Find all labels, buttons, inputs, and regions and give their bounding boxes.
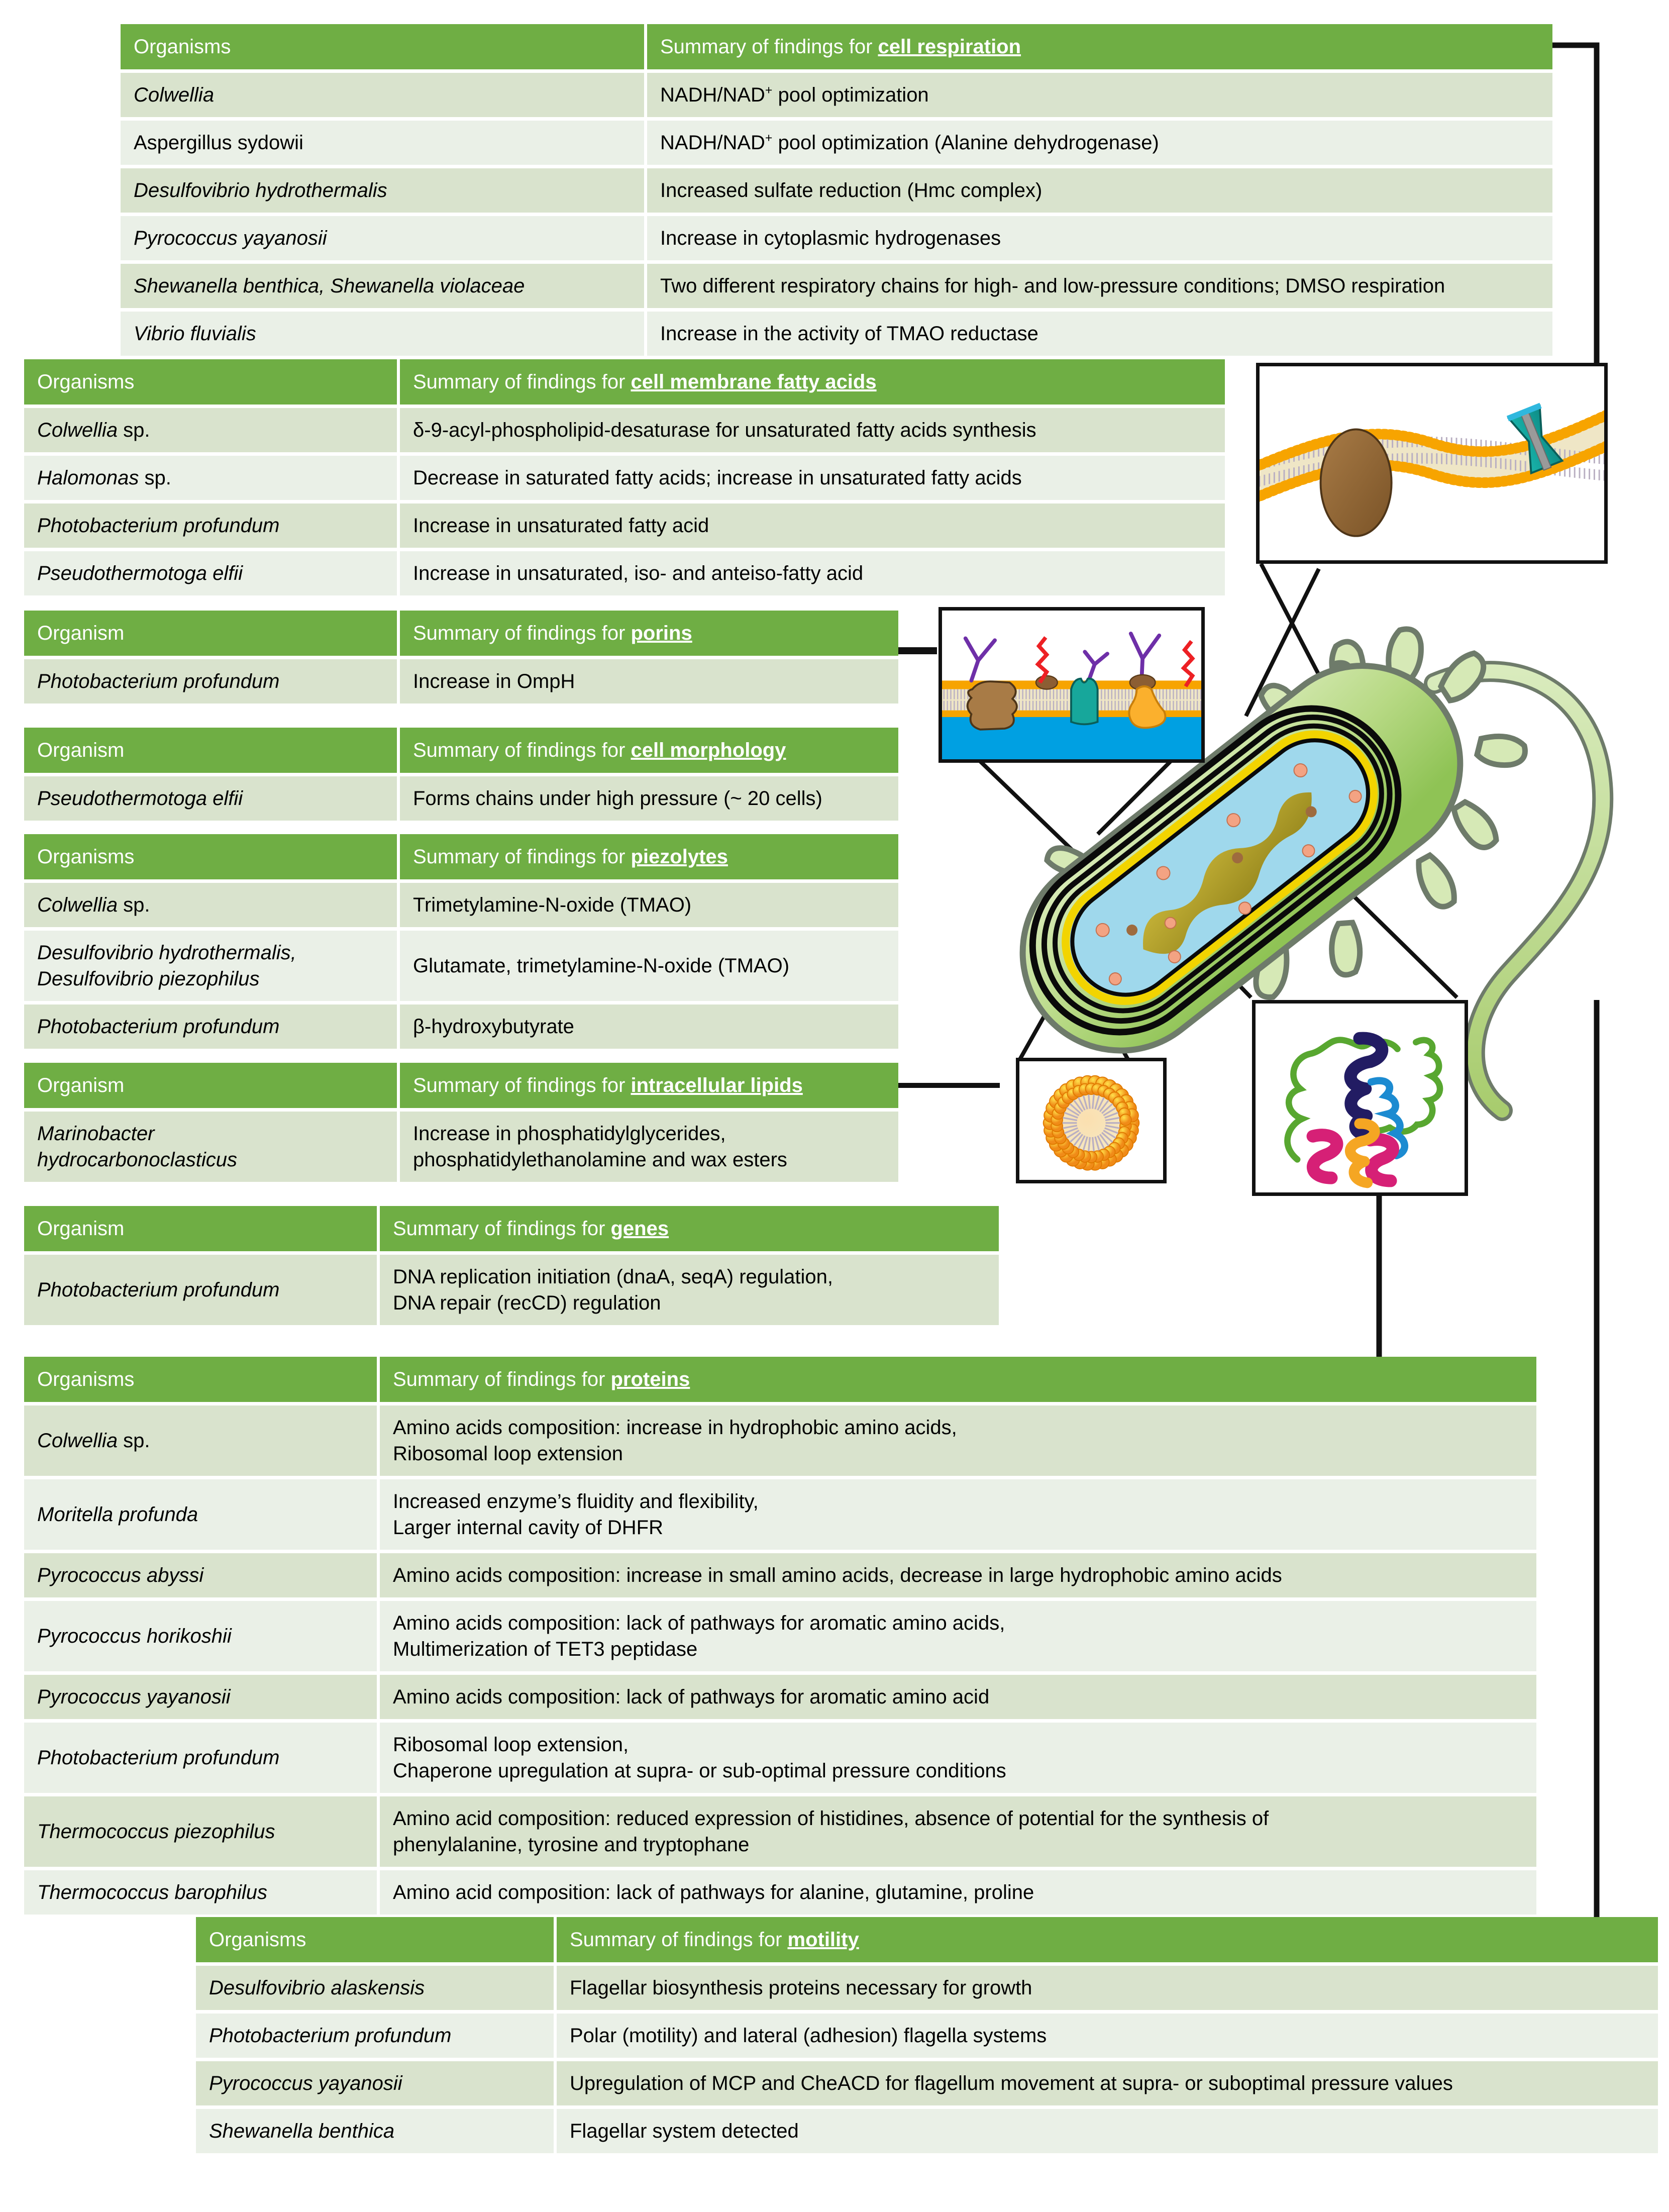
cell-finding: Increase in unsaturated, iso- and anteiso-fatty acid (400, 551, 1225, 599)
cell-organism: Desulfovibrio alaskensis (196, 1966, 557, 2014)
table-header-row (24, 1063, 898, 1112)
column-header-organisms: Organisms (24, 834, 400, 883)
intracellular-lipid-inset (1016, 1058, 1167, 1183)
findings-prefix: Summary of findings for (393, 1218, 611, 1240)
cell-finding: Amino acids composition: increase in hydrophobic amino acids, Ribosomal loop extension (380, 1405, 1536, 1479)
porins-inset (938, 607, 1205, 763)
table-motility (196, 1917, 1658, 2157)
table-row (24, 1255, 999, 1329)
organism-italic: Colwellia (37, 1430, 118, 1452)
cell-organism (24, 1405, 380, 1479)
cell-finding: Two different respiratory chains for high- and low-pressure conditions; DMSO respiration (647, 264, 1552, 312)
table-row (24, 883, 898, 931)
cell-finding: Amino acids composition: lack of pathways for aromatic amino acid (380, 1675, 1536, 1723)
table-header-row (24, 1206, 999, 1255)
cell-organism: Photobacterium profundum (24, 659, 400, 707)
column-header-organism: Organism (24, 1063, 400, 1112)
organism-plain: sp. (118, 419, 150, 441)
cell-finding: Increase in the activity of TMAO reductase (647, 312, 1552, 359)
table-row (196, 2014, 1658, 2061)
table-row (121, 216, 1552, 264)
cell-organism: Photobacterium profundum (196, 2014, 557, 2061)
table-row (196, 1966, 1658, 2014)
table-porins (24, 611, 898, 707)
column-header-findings (380, 1206, 999, 1255)
organism-italic: Colwellia (37, 894, 118, 916)
table-row (121, 168, 1552, 216)
table-header-row (24, 611, 898, 659)
topic-keyword-cell-membrane-fatty-acids: cell membrane fatty acids (631, 371, 877, 393)
cell-finding: Increased sulfate reduction (Hmc complex) (647, 168, 1552, 216)
cell-organism: Aspergillus sydowii (121, 121, 647, 168)
cell-organism: Pyrococcus yayanosii (121, 216, 647, 264)
table-row (24, 1723, 1536, 1796)
cell-finding: Polar (motility) and lateral (adhesion) flagella systems (557, 2014, 1658, 2061)
proteins-inset (1252, 1000, 1468, 1196)
table-row (121, 121, 1552, 168)
cell-organism: Photobacterium profundum (24, 1004, 400, 1052)
table-header-row (24, 359, 1225, 408)
findings-prefix: Summary of findings for (660, 36, 878, 58)
table-row (24, 1870, 1536, 1918)
cell-finding: Decrease in saturated fatty acids; increase in unsaturated fatty acids (400, 456, 1225, 504)
cell-finding: Ribosomal loop extension, Chaperone upregulation at supra- or sub-optimal pressure conditions (380, 1723, 1536, 1796)
findings-prefix: Summary of findings for (413, 739, 631, 761)
table-row (196, 2109, 1658, 2157)
table-proteins (24, 1357, 1536, 1918)
cell-finding: δ-9-acyl-phospholipid-desaturase for unsaturated fatty acids synthesis (400, 408, 1225, 456)
cell-finding: Increase in cytoplasmic hydrogenases (647, 216, 1552, 264)
table-intracellular-lipids (24, 1063, 898, 1185)
table-row (24, 776, 898, 824)
cell-organism: Pseudothermotoga elfii (24, 551, 400, 599)
column-header-findings (400, 611, 898, 659)
cell-organism: Pyrococcus yayanosii (196, 2061, 557, 2109)
cell-organism: Moritella profunda (24, 1479, 380, 1553)
table-row (24, 1675, 1536, 1723)
organism-italic: Colwellia (37, 419, 118, 441)
cell-organism: Pyrococcus yayanosii (24, 1675, 380, 1723)
findings-prefix: Summary of findings for (413, 846, 631, 868)
cell-finding: Glutamate, trimetylamine-N-oxide (TMAO) (400, 931, 898, 1004)
findings-prefix: Summary of findings for (413, 1074, 631, 1096)
table-row (24, 931, 898, 1004)
cell-finding: Increase in phosphatidylglycerides, phosphatidylethanolamine and wax esters (400, 1112, 898, 1185)
cell-finding: Amino acid composition: lack of pathways for alanine, glutamine, proline (380, 1870, 1536, 1918)
table-row (24, 659, 898, 707)
cell-organism: Thermococcus barophilus (24, 1870, 380, 1918)
table-header-row (121, 24, 1552, 73)
cell-finding: Amino acid composition: reduced expression of histidines, absence of potential for the synthesis of phenylalanine, tyrosine and tryptophane (380, 1796, 1536, 1870)
membrane-fatty-acids-inset (1256, 363, 1608, 564)
cell-finding: Upregulation of MCP and CheACD for flagellum movement at supra- or suboptimal pressure values (557, 2061, 1658, 2109)
table-cell-respiration (121, 24, 1552, 359)
table-genes (24, 1206, 999, 1329)
cell-finding: Increase in OmpH (400, 659, 898, 707)
cell-finding: NADH/NAD+ pool optimization (647, 73, 1552, 121)
cell-finding: Flagellar system detected (557, 2109, 1658, 2157)
cell-organism: Shewanella benthica (196, 2109, 557, 2157)
topic-keyword-cell-morphology: cell morphology (631, 739, 786, 761)
table-header-row (196, 1917, 1658, 1966)
cell-organism: Vibrio fluvialis (121, 312, 647, 359)
table-row (24, 1796, 1536, 1870)
column-header-organisms: Organisms (196, 1917, 557, 1966)
cell-organism: Photobacterium profundum (24, 1723, 380, 1796)
cell-organism: Pyrococcus abyssi (24, 1553, 380, 1601)
topic-keyword-genes: genes (610, 1218, 669, 1240)
cell-finding: Amino acids composition: increase in small amino acids, decrease in large hydrophobic amino acids (380, 1553, 1536, 1601)
column-header-findings (400, 359, 1225, 408)
topic-keyword-proteins: proteins (610, 1368, 690, 1390)
lipid-bilayer-diagram (1260, 366, 1604, 560)
findings-prefix: Summary of findings for (413, 622, 631, 644)
cell-organism: Desulfovibrio hydrothermalis (121, 168, 647, 216)
table-row (121, 312, 1552, 359)
cell-organism: Photobacterium profundum (24, 504, 400, 551)
table-header-row (24, 834, 898, 883)
column-header-findings (557, 1917, 1658, 1966)
protein-ribbon-structure-diagram (1256, 1003, 1465, 1192)
table-row (196, 2061, 1658, 2109)
column-header-organism: Organism (24, 1206, 380, 1255)
column-header-organisms: Organisms (24, 359, 400, 408)
organism-italic: Halomonas (37, 467, 139, 489)
table-row (24, 504, 1225, 551)
table-row (24, 1112, 898, 1185)
findings-prefix: Summary of findings for (570, 1929, 788, 1951)
column-header-findings (400, 834, 898, 883)
table-header-row (24, 1357, 1536, 1405)
outer-membrane-porins-diagram (942, 611, 1201, 759)
cell-finding: Flagellar biosynthesis proteins necessary for growth (557, 1966, 1658, 2014)
table-header-row (24, 728, 898, 776)
cell-organism (24, 883, 400, 931)
cell-organism: Shewanella benthica, Shewanella violaceae (121, 264, 647, 312)
topic-keyword-piezolytes: piezolytes (631, 846, 728, 868)
cell-finding: Increase in unsaturated fatty acid (400, 504, 1225, 551)
table-row (24, 1479, 1536, 1553)
cell-finding: Forms chains under high pressure (~ 20 cells) (400, 776, 898, 824)
column-header-organism: Organism (24, 728, 400, 776)
cell-organism: Photobacterium profundum (24, 1255, 380, 1329)
column-header-findings (400, 728, 898, 776)
cell-organism: Marinobacter hydrocarbonoclasticus (24, 1112, 400, 1185)
table-row (24, 408, 1225, 456)
table-row (121, 73, 1552, 121)
table-row (24, 1553, 1536, 1601)
table-row (121, 264, 1552, 312)
cell-finding: Increased enzyme’s fluidity and flexibility, Larger internal cavity of DHFR (380, 1479, 1536, 1553)
column-header-findings (400, 1063, 898, 1112)
table-row (24, 456, 1225, 504)
table-cell-membrane-fatty-acids (24, 359, 1225, 599)
findings-prefix: Summary of findings for (413, 371, 631, 393)
table-row (24, 1004, 898, 1052)
table-row (24, 1405, 1536, 1479)
cell-finding: β-hydroxybutyrate (400, 1004, 898, 1052)
cell-organism: Colwellia (121, 73, 647, 121)
cell-organism: Pyrococcus horikoshii (24, 1601, 380, 1675)
cell-finding: DNA replication initiation (dnaA, seqA) regulation, DNA repair (recCD) regulation (380, 1255, 999, 1329)
cell-organism: Desulfovibrio hydrothermalis, Desulfovibrio piezophilus (24, 931, 400, 1004)
table-piezolytes (24, 834, 898, 1052)
topic-keyword-motility: motility (787, 1929, 859, 1951)
cell-finding: Trimetylamine-N-oxide (TMAO) (400, 883, 898, 931)
cell-organism (24, 408, 400, 456)
table-cell-morphology (24, 728, 898, 824)
organism-plain: sp. (118, 894, 150, 916)
lipid-micelle-diagram (1019, 1061, 1163, 1180)
topic-keyword-porins: porins (631, 622, 692, 644)
column-header-findings (380, 1357, 1536, 1405)
column-header-organism: Organism (24, 611, 400, 659)
cell-organism: Thermococcus piezophilus (24, 1796, 380, 1870)
column-header-organisms: Organisms (24, 1357, 380, 1405)
column-header-organisms: Organisms (121, 24, 647, 73)
organism-plain: sp. (118, 1430, 150, 1452)
topic-keyword-intracellular-lipids: intracellular lipids (631, 1074, 803, 1096)
cell-finding: Amino acids composition: lack of pathways for aromatic amino acids, Multimerization of TET3 peptidase (380, 1601, 1536, 1675)
column-header-findings (647, 24, 1552, 73)
topic-keyword-cell-respiration: cell respiration (878, 36, 1021, 58)
findings-prefix: Summary of findings for (393, 1368, 611, 1390)
cell-organism: Pseudothermotoga elfii (24, 776, 400, 824)
cell-finding: NADH/NAD+ pool optimization (Alanine dehydrogenase) (647, 121, 1552, 168)
organism-plain: sp. (139, 467, 171, 489)
cell-organism (24, 456, 400, 504)
table-row (24, 1601, 1536, 1675)
